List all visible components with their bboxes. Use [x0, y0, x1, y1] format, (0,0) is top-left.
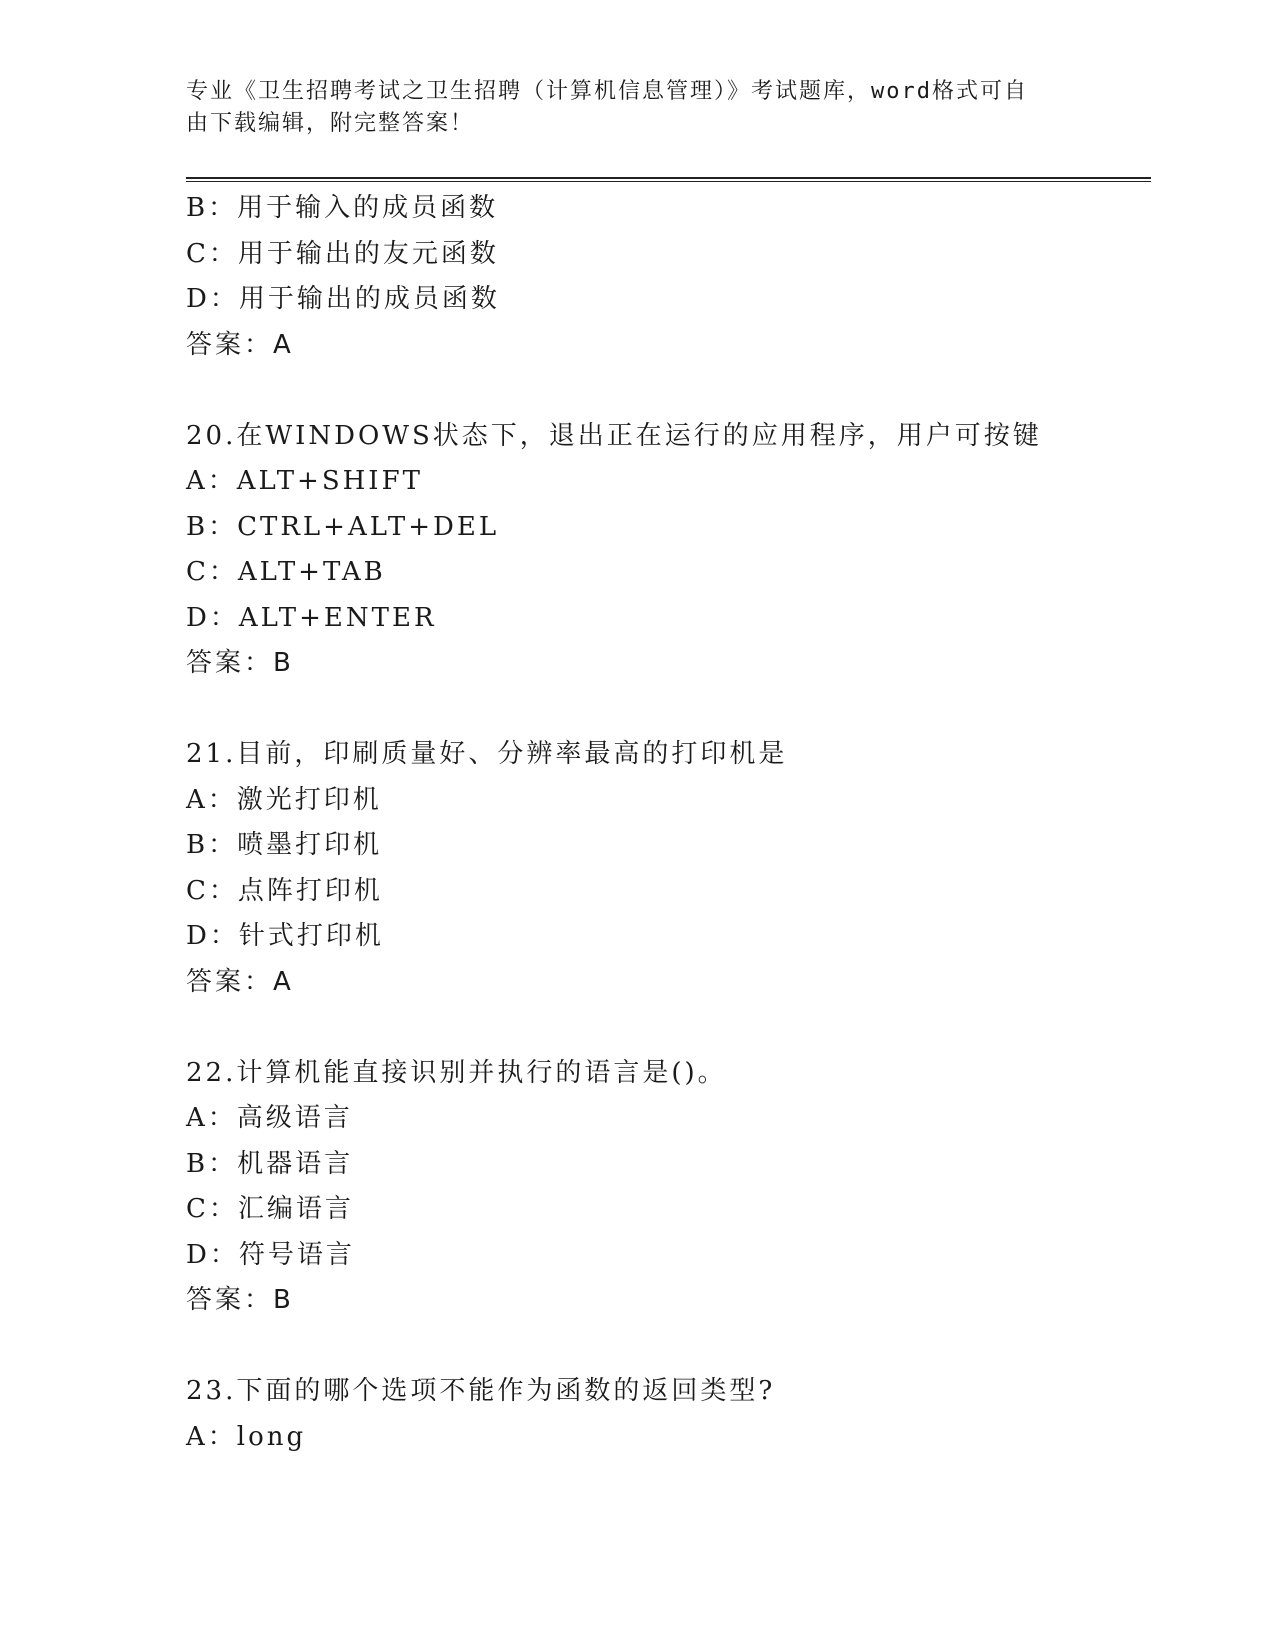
option-c: C：点阵打印机: [186, 875, 383, 906]
question-text: 22.计算机能直接识别并执行的语言是()。: [186, 1057, 727, 1088]
option-a: A：long: [186, 1421, 307, 1452]
header-divider: [186, 177, 1151, 182]
option-c: C：用于输出的友元函数: [186, 238, 499, 269]
option-b: B：用于输入的成员函数: [186, 193, 499, 223]
answer: 答案：A: [186, 329, 294, 360]
question-22: [186, 1051, 1151, 1324]
option-b: B：CTRL+ALT+DEL: [186, 511, 500, 542]
question-21: [186, 732, 1151, 1005]
answer: 答案：B: [186, 1285, 294, 1315]
header-line-2: 由下载编辑，附完整答案！: [186, 111, 475, 136]
document-header: [186, 76, 1066, 140]
option-b: B：机器语言: [186, 1148, 354, 1179]
question-23: [186, 1369, 1151, 1460]
spacer: [186, 1324, 1151, 1370]
question-text: 23.下面的哪个选项不能作为函数的返回类型?: [186, 1376, 776, 1406]
question-list: [186, 186, 1151, 1460]
option-c: C：汇编语言: [186, 1194, 354, 1224]
header-line-1: 专业《卫生招聘考试之卫生招聘（计算机信息管理）》考试题库，word格式可自: [186, 79, 1028, 104]
option-b: B：喷墨打印机: [186, 830, 383, 860]
question-text: 20.在WINDOWS状态下，退出正在运行的应用程序，用户可按键: [186, 420, 1042, 451]
option-a: A：高级语言: [186, 1103, 353, 1133]
option-a: A：激光打印机: [186, 784, 382, 815]
option-d: D：针式打印机: [186, 921, 384, 951]
option-a: A：ALT+SHIFT: [186, 466, 423, 496]
answer: 答案：A: [186, 966, 294, 997]
question-20: [186, 414, 1151, 687]
option-d: D：用于输出的成员函数: [186, 284, 500, 314]
question-text: 21.目前，印刷质量好、分辨率最高的打印机是: [186, 739, 788, 769]
spacer: [186, 368, 1151, 414]
option-c: C：ALT+TAB: [186, 557, 386, 587]
option-d: D：ALT+ENTER: [186, 602, 437, 633]
question-19-tail: [186, 186, 1151, 368]
option-d: D：符号语言: [186, 1239, 355, 1270]
spacer: [186, 1005, 1151, 1051]
spacer: [186, 687, 1151, 733]
answer: 答案：B: [186, 648, 294, 678]
